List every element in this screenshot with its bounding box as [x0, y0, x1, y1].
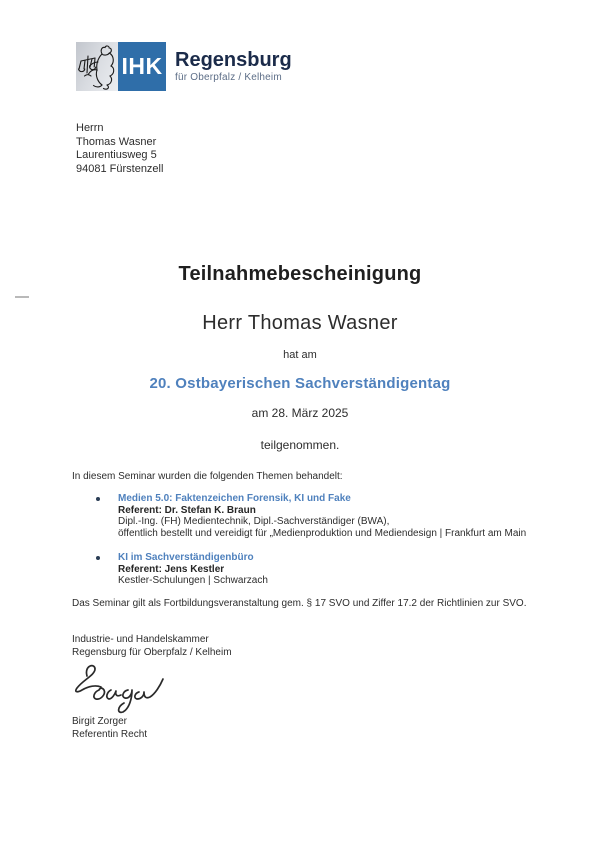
- issuer-line: Regensburg für Oberpfalz / Kelheim: [72, 646, 232, 658]
- logo-region-subtitle: für Oberpfalz / Kelheim: [175, 72, 282, 83]
- event-title: 20. Ostbayerischen Sachverständigentag: [149, 375, 451, 392]
- topic-speaker: Referent: Dr. Stefan K. Braun: [118, 504, 256, 516]
- document-title: Teilnahmebescheinigung: [178, 263, 422, 285]
- signer-role: Referentin Recht: [72, 728, 148, 740]
- signer-name: Birgit Zorger: [72, 716, 128, 727]
- address-line: Herrn: [76, 122, 104, 134]
- topic-item: [118, 493, 526, 539]
- issuer-block: [72, 634, 232, 659]
- letter-fold-mark: [15, 296, 29, 298]
- topic-title: Medien 5.0: Faktenzeichen Forensik, KI und Fake: [118, 493, 351, 504]
- topic-detail: öffentlich bestellt und vereidigt für „Medienproduktion und Mediendesign | Frankfurt am Main: [118, 527, 527, 539]
- lion-with-scales-emblem-icon: [76, 42, 118, 91]
- participation-closing: teilgenommen.: [260, 438, 340, 452]
- topic-item: [118, 552, 268, 587]
- lead-in-text: hat am: [283, 349, 317, 361]
- topic-detail: Dipl.-Ing. (FH) Medientechnik, Dipl.-Sachverständiger (BWA),: [118, 516, 390, 528]
- topic-detail: Kestler-Schulungen | Schwarzach: [118, 575, 268, 587]
- logo-text-block: [175, 49, 292, 84]
- topic-title: KI im Sachverständigenbüro: [118, 552, 254, 563]
- address-line: Thomas Wasner: [76, 135, 157, 148]
- handwritten-signature: [66, 660, 171, 715]
- issuer-line: Industrie- und Handelskammer: [72, 634, 209, 645]
- topics-intro: In diesem Seminar wurden die folgenden Themen behandelt:: [72, 471, 343, 482]
- participant-name: Herr Thomas Wasner: [202, 312, 398, 334]
- svo-note: Das Seminar gilt als Fortbildungsveranstaltung gem. § 17 SVO und Ziffer 17.2 der Richtlinien zur SVO.: [72, 598, 527, 609]
- topic-speaker: Referent: Jens Kestler: [118, 563, 225, 575]
- recipient-address-block: [76, 122, 163, 176]
- address-line: Laurentiusweg 5: [76, 149, 157, 161]
- signer-block: [72, 716, 147, 741]
- bullet-icon: [96, 556, 100, 560]
- logo-city-name: Regensburg: [175, 49, 292, 71]
- ihk-logo-wordmark: IHK: [118, 42, 166, 91]
- ihk-logo: [76, 42, 292, 91]
- bullet-icon: [96, 497, 100, 501]
- address-line: 94081 Fürstenzell: [76, 162, 164, 175]
- event-date: am 28. März 2025: [251, 406, 349, 420]
